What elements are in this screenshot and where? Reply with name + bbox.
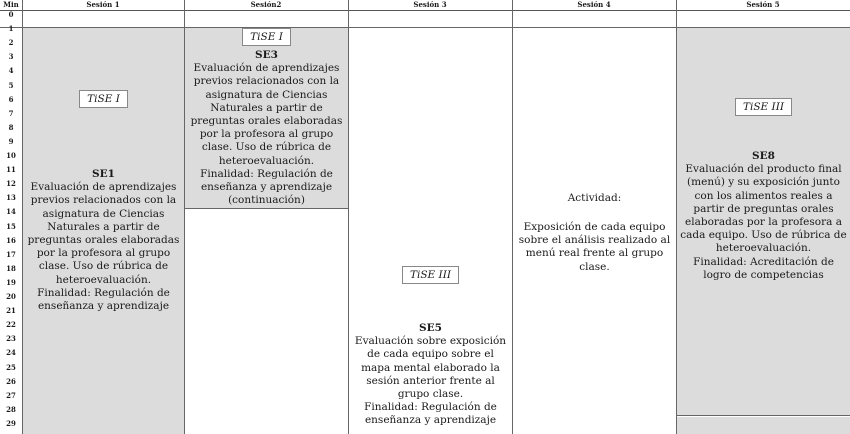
minute-label: 2 [8,38,14,48]
s5-finality: Finalidad: Acreditación de logro de competencias [693,255,834,281]
minute-label: 6 [8,94,14,104]
header-session-5: Sesión 5 [676,0,850,11]
s4-label: Actividad: [567,192,622,204]
s5-text: Evaluación del producto final (menú) y su exposición junto con los alimentos reales a partir de preguntas orales elaboradas por la profesora a cada equipo. Uso de rúbrica de heteroevaluación. [680,163,847,255]
divider [184,0,185,434]
minute-label: 0 [8,10,14,19]
divider [676,415,850,416]
minute-label: 23 [6,334,16,344]
divider [676,0,677,434]
minute-label: 18 [6,263,16,273]
session-4-cell [513,28,676,434]
header-min: Min [0,0,22,11]
s5-tag: TiSE III [735,98,792,116]
minute-label: 27 [6,390,16,400]
s4-text: Exposición de cada equipo sobre el análisis realizado al menú real frente al grupo clase. [518,221,671,273]
minute-label: 1 [8,24,14,34]
minute-label: 24 [6,348,16,358]
session-5-next-cell [677,417,850,434]
minute-label: 5 [8,80,14,90]
divider [22,0,23,434]
minute-label: 26 [6,376,16,386]
divider [0,27,850,28]
header-session-2: Sesión2 [184,0,348,11]
s2-code: SE3 [255,49,278,61]
divider [184,208,348,209]
session-3-cell [349,28,512,434]
s3-tag: TiSE III [402,266,459,284]
s2-tag: TiSE I [242,28,291,46]
minute-label: 20 [6,292,16,301]
minute-label: 28 [6,404,16,414]
s2-finality: Finalidad: Regulación de enseñanza y aprendizaje (continuación) [200,167,333,207]
minute-label: 14 [6,207,16,217]
minute-label: 4 [8,66,14,76]
session-1-cell [23,28,184,434]
header-session-4: Sesión 4 [512,0,676,11]
divider [512,0,513,434]
s5-code: SE8 [752,150,775,162]
session-5-cell [677,28,850,415]
s1-text: Evaluación de aprendizajes previos relacionados con la asignatura de Ciencias Naturales a partir de preguntas orales elaboradas por la profesora al grupo clase. Uso de rúbrica de heteroevaluación. [27,181,180,286]
minute-label: 8 [8,122,14,132]
minute-label: 12 [6,179,16,189]
minute-label: 21 [6,306,16,316]
divider [348,0,349,434]
s2-text: Evaluación de aprendizajes previos relacionados con la asignatura de Ciencias Naturales a partir de preguntas orales elaboradas por la profesora al grupo clase. Uso de rúbrica de heteroevaluación. [190,62,343,167]
minute-label: 25 [6,362,16,372]
minute-label: 16 [6,235,16,245]
s3-finality: Finalidad: Regulación de enseñanza y aprendizaje [364,401,497,427]
s1-finality: Finalidad: Regulación de enseñanza y aprendizaje [37,286,170,313]
minute-label: 7 [8,108,14,118]
minute-label: 15 [6,221,16,231]
minute-label: 13 [6,193,16,203]
minute-label: 9 [8,136,14,146]
minute-label: 29 [6,418,16,428]
minute-label: 10 [6,151,16,160]
s1-code: SE1 [92,168,115,180]
s1-tag: TiSE I [79,90,128,108]
header-session-3: Sesión 3 [348,0,512,11]
minute-label: 22 [6,320,16,330]
minute-label: 19 [6,277,16,287]
minute-label: 17 [6,249,16,259]
session-2-cell [185,28,348,208]
s3-code: SE5 [419,322,442,334]
minute-label: 11 [6,165,16,175]
minute-label: 3 [8,52,14,62]
header-session-1: Sesión 1 [22,0,184,11]
s3-text: Evaluación sobre exposición de cada equipo sobre el mapa mental elaborado la sesión anterior frente al grupo clase. [354,335,507,401]
